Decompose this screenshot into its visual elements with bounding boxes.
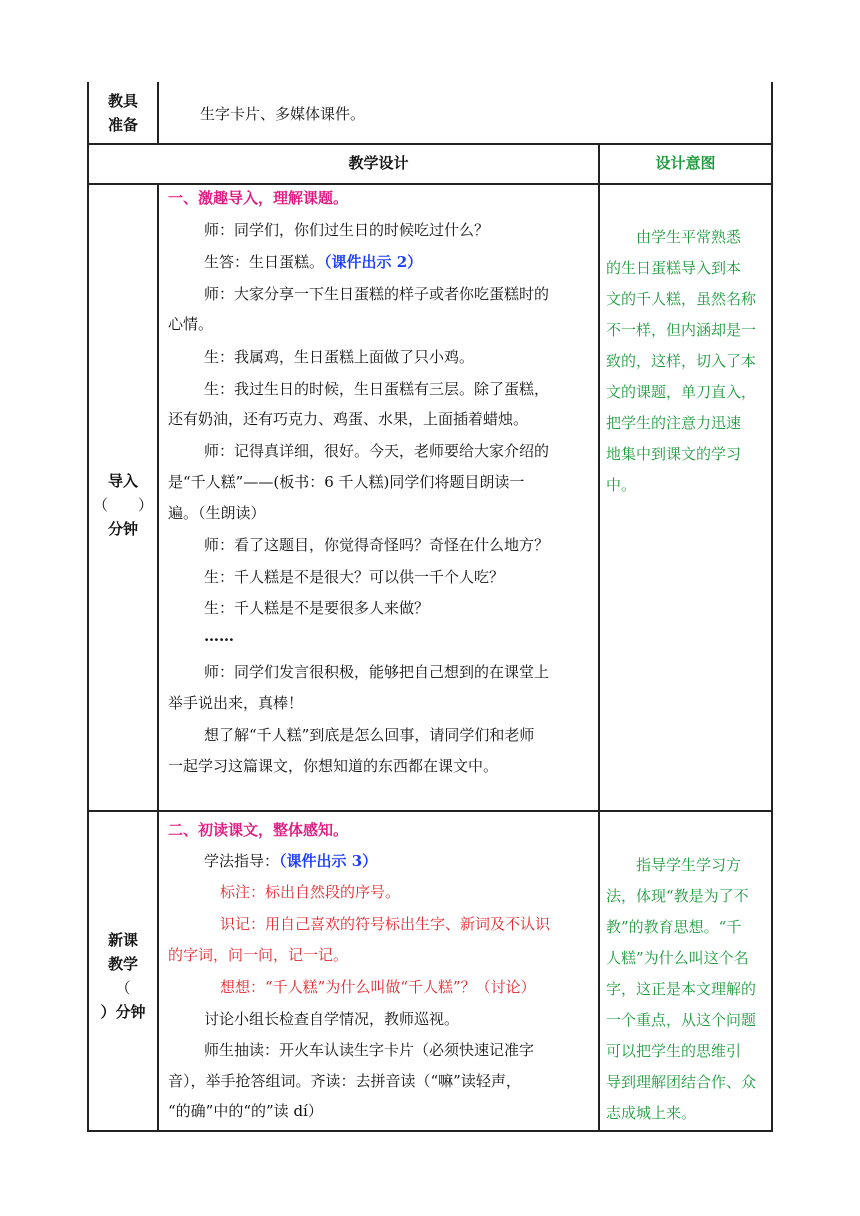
intent-line: 可以把学生的思维引	[606, 1042, 742, 1060]
intent-line: 人糕”为什么叫这个名	[606, 949, 749, 967]
table-border-bottom	[87, 1130, 773, 1132]
paragraph-line: 心情。	[168, 315, 214, 333]
paragraph-line: 音），举手抢答组词。齐读：去拼音读（“嘛”读轻声，	[168, 1072, 521, 1090]
paragraph-line: 遍。（生朗读）	[168, 504, 266, 522]
label-line: 分钟	[107, 520, 138, 538]
paragraph-line: 生：我过生日的时候，生日蛋糕有三层。除了蛋糕，	[204, 380, 550, 398]
section1-intent	[606, 222, 756, 501]
label-line: 新课	[107, 931, 138, 949]
paragraph-line: 识记：用自己喜欢的符号标出生字、新词及不认识	[220, 915, 551, 933]
paragraph-line: 一起学习这篇课文，你想知道的东西都在课文中。	[168, 757, 499, 775]
paragraph-line	[204, 250, 422, 274]
paragraph-line: 讨论小组长检查自学情况，教师巡视。	[204, 1010, 460, 1028]
intent-line: 不一样，但内涵却是一	[606, 321, 757, 339]
intent-line: 文的课题，单刀直入，	[606, 383, 757, 401]
paragraph-line: 举手说出来，真棒！	[168, 694, 304, 712]
intent-line: 指导学生学习方	[606, 856, 742, 874]
paragraph-line: 想想：“千人糕”为什么叫做“千人糕”？（讨论）	[220, 978, 536, 996]
label-line: ）分钟	[100, 1003, 146, 1021]
section1-label	[89, 469, 157, 541]
paragraph-line: 还有奶油，还有巧克力、鸡蛋、水果，上面插着蜡烛。	[168, 410, 529, 428]
paragraph-line: 是“千人糕”——(板书：6 千人糕)同学们将题目朗读一	[168, 473, 525, 491]
label-line: 教具	[107, 92, 138, 110]
courseware-ref: （课件出示 3）	[279, 852, 378, 870]
label-line: 教学	[107, 955, 138, 973]
text-span: 学法指导：	[204, 852, 280, 870]
paragraph-line: 生：我属鸡，生日蛋糕上面做了只小鸡。	[204, 348, 475, 366]
intent-line: 把学生的注意力迅速	[606, 414, 742, 432]
paragraph-line: 师生抽读：开火车认读生字卡片（必须快速记准字	[204, 1041, 535, 1059]
paragraph-line: 想了解“千人糕”到底是怎么回事，请同学们和老师	[204, 726, 535, 744]
intent-line: 致的，这样，切入了本	[606, 352, 757, 370]
teaching-aids-content: 生字卡片、多媒体课件。	[200, 105, 366, 123]
label-line: 准备	[107, 116, 138, 134]
section2-heading: 二、初读课文，整体感知。	[168, 821, 349, 839]
intent-line: 法，体现“教是为了不	[606, 887, 749, 905]
paragraph-line: 师：同学们发言很积极，能够把自己想到的在课堂上	[204, 663, 550, 681]
paragraph-line: 师：大家分享一下生日蛋糕的样子或者你吃蛋糕时的	[204, 285, 550, 303]
intent-line: 的生日蛋糕导入到本	[606, 259, 742, 277]
text-span: 生答：生日蛋糕。	[204, 253, 325, 271]
intent-line: 导到理解团结合作、众	[606, 1073, 757, 1091]
section2-intent	[606, 850, 756, 1129]
column-header-intent: 设计意图	[655, 154, 716, 172]
paragraph-line	[204, 849, 377, 873]
label-column-divider	[157, 184, 159, 1132]
row-divider	[87, 810, 773, 812]
intent-line: 文的千人糕，虽然名称	[606, 290, 757, 308]
paragraph-line: 师：看了这题目，你觉得奇怪吗？奇怪在什么地方？	[204, 536, 550, 554]
label-column-divider	[157, 82, 159, 144]
paragraph-line: ……	[204, 627, 234, 645]
table-border-right	[771, 82, 773, 1132]
intent-line: 中。	[606, 476, 637, 494]
teaching-aids-label	[89, 89, 157, 137]
paragraph-line: 标注：标出自然段的序号。	[220, 883, 401, 901]
paragraph-line: “的确”中的“的”读 dí）	[168, 1102, 323, 1120]
intent-line: 一个重点，从这个问题	[606, 1011, 757, 1029]
intent-line: 地集中到课文的学习	[606, 445, 742, 463]
intent-line: 教”的教育思想。“千	[606, 918, 742, 936]
paragraph-line: 生：千人糕是不是很大？可以供一千个人吃？	[204, 568, 505, 586]
label-line: 导入	[107, 472, 138, 490]
intent-line: 由学生平常熟悉	[606, 228, 742, 246]
intent-line: 志成城上来。	[606, 1104, 697, 1122]
row-divider	[87, 143, 773, 145]
column-header-design: 教学设计	[348, 154, 409, 172]
courseware-ref: （课件出示 2）	[324, 253, 423, 271]
section1-heading: 一、激趣导入，理解课题。	[168, 189, 349, 207]
paragraph-line: 师：记得真详细，很好。今天，老师要给大家介绍的	[204, 442, 550, 460]
intent-column-divider	[598, 144, 600, 1132]
paragraph-line: 生：千人糕是不是要很多人来做？	[204, 599, 430, 617]
paragraph-line: 的字词，问一问，记一记。	[168, 946, 349, 964]
label-line: （	[115, 979, 131, 997]
section2-label	[89, 928, 157, 1024]
intent-line: 字，这正是本文理解的	[606, 980, 757, 998]
label-line: （ ）	[92, 496, 153, 514]
paragraph-line: 师：同学们，你们过生日的时候吃过什么？	[204, 221, 490, 239]
row-divider	[87, 183, 773, 185]
